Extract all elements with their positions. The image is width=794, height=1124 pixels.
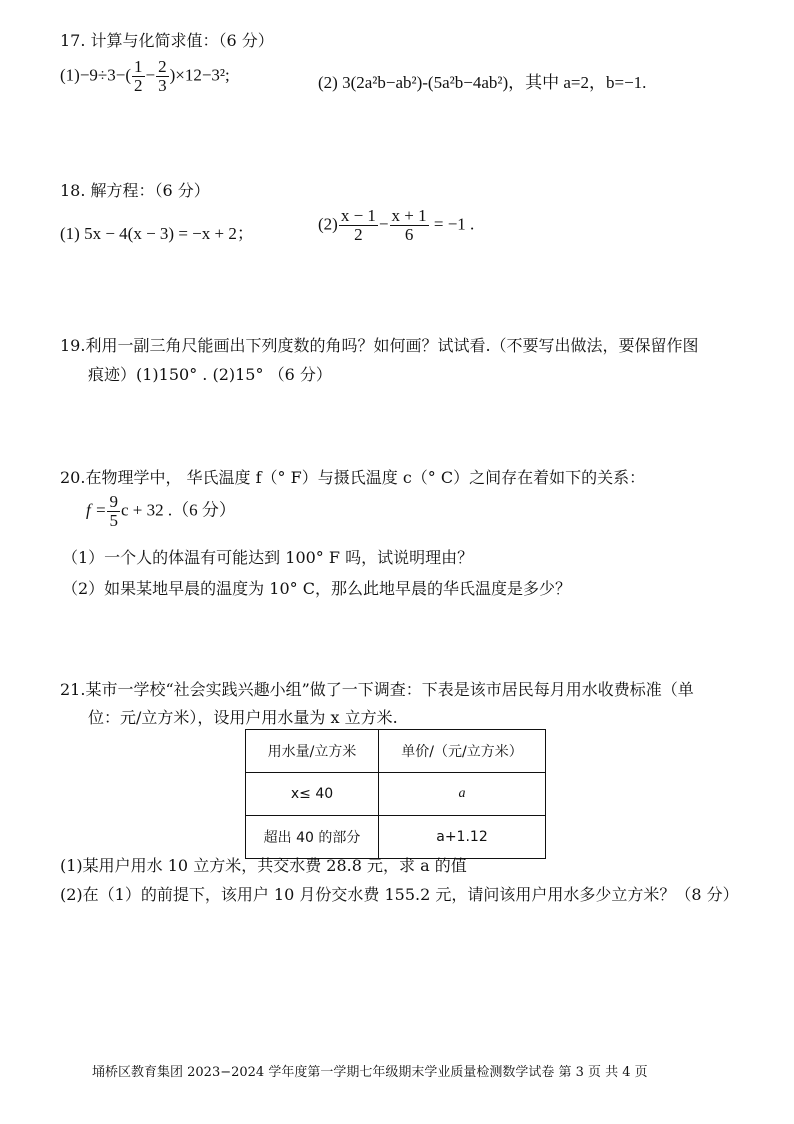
q18-fraction-2: $\frac{x + 1}{6}$ (391, 206, 427, 244)
table-header-cell: 用水量/立方米 (246, 730, 379, 773)
q17-part1: (1)−9÷3−( $\frac{1}{2}$ − $\frac{2}{3}$ )×12−3²; (60, 57, 230, 95)
q19-line2: 痕迹）(1)150° . (2)15° （6 分） (88, 365, 332, 384)
q20-sub1: （1）一个人的体温有可能达到 100° F 吗，试说明理由？ (62, 548, 474, 567)
table-header-row (246, 730, 546, 773)
table-cell: x≤ 40 (246, 773, 379, 816)
q18-title: 18. 解方程：（6 分） (60, 181, 210, 200)
q17-fraction-1: $\frac{1}{2}$ (134, 57, 143, 95)
q20-formula: f = $\frac{9}{5}$ c + 32 .（6 分） (86, 492, 236, 530)
q17-part1-suffix: )×12−3²; (169, 65, 230, 85)
q17-fraction-2: $\frac{2}{3}$ (158, 57, 167, 95)
q17-part1-prefix: (1)−9÷3−( (60, 65, 131, 85)
q20-fraction: $\frac{9}{5}$ (109, 492, 118, 530)
table-header-cell: 单价/（元/立方米） (379, 730, 546, 773)
q18-fraction-1: $\frac{x - 1}{2}$ (340, 206, 376, 244)
q20-line1: 20.在物理学中， 华氏温度 f（° F）与摄氏温度 c（° C）之间存在着如下的关系： (60, 468, 646, 487)
q17-part2: (2) 3(2a²b−ab²)-(5a²b−4ab²)，其中 a=2，b=−1. (318, 73, 647, 92)
table-cell: a+1.12 (379, 816, 546, 859)
q21-line2: 位：元/立方米），设用户用水量为 x 立方米. (88, 708, 398, 727)
q20-sub2: （2）如果某地早晨的温度为 10° C，那么此地早晨的华氏温度是多少？ (62, 579, 571, 598)
q21-sub1: (1)某用户用水 10 立方米，共交水费 28.8 元，求 a 的值 (60, 856, 467, 875)
table-cell: a (379, 773, 546, 816)
q17-title: 17. 计算与化简求值：（6 分） (60, 31, 274, 50)
q21-sub2: (2)在（1）的前提下，该用户 10 月份交水费 155.2 元，请问该用户用水多少立方米？（8 分） (60, 885, 739, 904)
q21-line1: 21.某市一学校“社会实践兴趣小组”做了一下调查：下表是该市居民每月用水收费标准（单 (60, 680, 694, 699)
table-row (246, 773, 546, 816)
q19-line1: 19.利用一副三角尺能画出下列度数的角吗？如何画？试试看.（不要写出做法，要保留作图 (60, 336, 699, 355)
q18-part2: (2) $\frac{x - 1}{2}$ − $\frac{x + 1}{6}$ = −1 . (318, 206, 475, 244)
table-cell: 超出 40 的部分 (246, 816, 379, 859)
water-fee-table (245, 729, 546, 859)
q18-part1: (1) 5x − 4(x − 3) = −x + 2； (60, 224, 254, 243)
page-footer: 埇桥区教育集团 2023−2024 学年度第一学期七年级期末学业质量检测数学试卷 第 3 页 共 4 页 (92, 1065, 648, 1080)
